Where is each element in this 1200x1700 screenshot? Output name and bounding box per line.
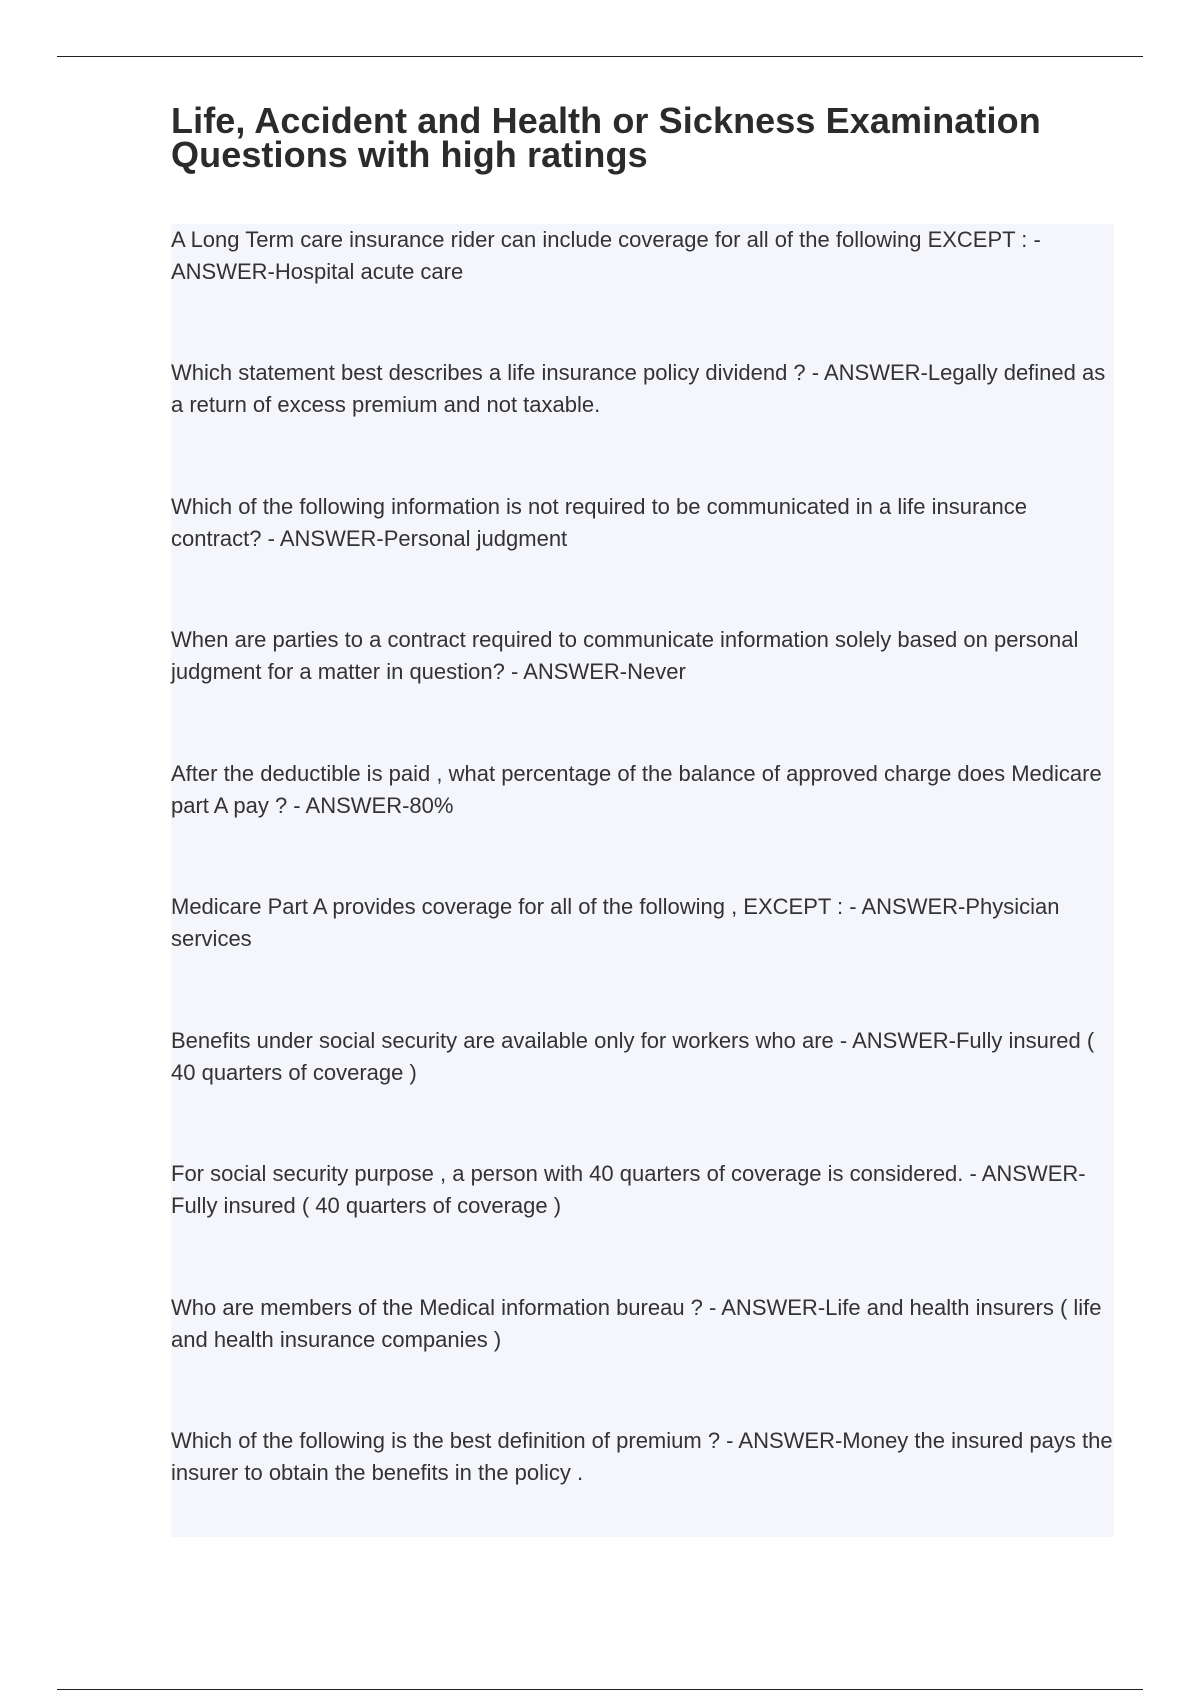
bottom-rule bbox=[57, 1689, 1143, 1690]
qa-item: For social security purpose , a person with 40 quarters of coverage is considered. - ANSWER-Fully insured ( 40 quarters of coverage ) bbox=[171, 1161, 1086, 1218]
qa-item: When are parties to a contract required to communicate information solely based on personal judgment for a matter in question? - ANSWER-Never bbox=[171, 627, 1079, 684]
qa-item: Medicare Part A provides coverage for all of the following , EXCEPT : - ANSWER-Physician services bbox=[171, 894, 1060, 951]
qa-item: Which statement best describes a life insurance policy dividend ? - ANSWER-Legally defined as a return of excess premium and not taxable. bbox=[171, 360, 1106, 417]
document-title: Life, Accident and Health or Sickness Examination Questions with high ratings bbox=[171, 100, 1041, 175]
qa-item: A Long Term care insurance rider can include coverage for all of the following EXCEPT : - ANSWER-Hospital acute care bbox=[171, 227, 1041, 284]
qa-item: Benefits under social security are available only for workers who are - ANSWER-Fully insured ( 40 quarters of coverage ) bbox=[171, 1028, 1095, 1085]
qa-item: Who are members of the Medical information bureau ? - ANSWER-Life and health insurers ( life and health insurance companies ) bbox=[171, 1295, 1102, 1352]
top-rule bbox=[57, 56, 1143, 57]
qa-item: After the deductible is paid , what percentage of the balance of approved charge does Medicare part A pay ? - ANSWER-80% bbox=[171, 761, 1102, 818]
qa-list bbox=[171, 224, 1114, 1537]
qa-item: Which of the following is the best definition of premium ? - ANSWER-Money the insured pays the insurer to obtain the benefits in the policy . bbox=[171, 1428, 1113, 1485]
qa-item: Which of the following information is not required to be communicated in a life insurance contract? - ANSWER-Personal judgment bbox=[171, 494, 1028, 551]
